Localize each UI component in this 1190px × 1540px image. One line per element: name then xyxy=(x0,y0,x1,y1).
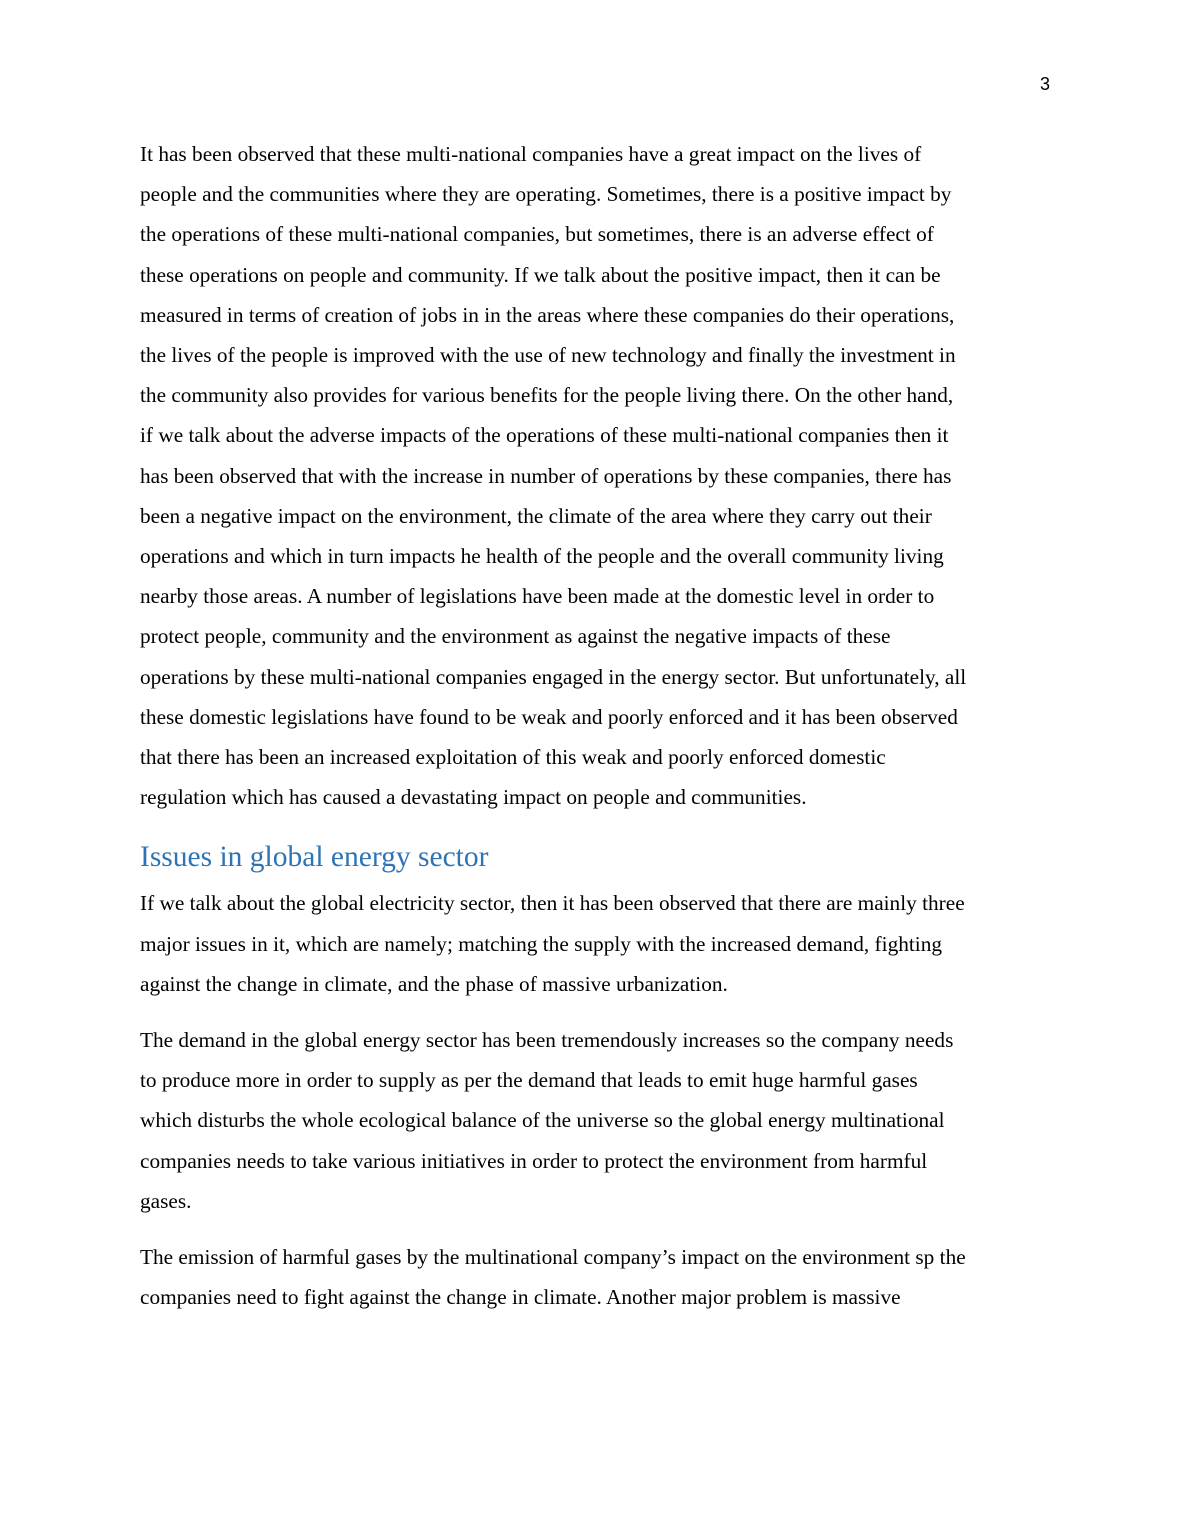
paragraph-line: companies needs to take various initiatives in order to protect the environment from harmful xyxy=(140,1148,928,1173)
paragraph-line: operations by these multi-national companies engaged in the energy sector. But unfortunately, all xyxy=(140,664,967,689)
paragraph-issues xyxy=(140,883,1052,1004)
paragraph-line: has been observed that with the increase in number of operations by these companies, there has xyxy=(140,463,952,488)
paragraph-line: if we talk about the adverse impacts of the operations of these multi-national companies then it xyxy=(140,423,949,448)
paragraph-emission xyxy=(140,1237,1052,1317)
paragraph-line: nearby those areas. A number of legislations have been made at the domestic level in order to xyxy=(140,584,935,609)
paragraph-line: which disturbs the whole ecological balance of the universe so the global energy multinational xyxy=(140,1108,945,1133)
paragraph-line: against the change in climate, and the phase of massive urbanization. xyxy=(140,971,728,996)
paragraph-demand xyxy=(140,1020,1052,1221)
paragraph-line: The emission of harmful gases by the multinational company’s impact on the environment sp the xyxy=(140,1245,966,1270)
paragraph-intro xyxy=(140,134,1052,817)
paragraph-line: protect people, community and the environment as against the negative impacts of these xyxy=(140,624,891,649)
paragraph-line: regulation which has caused a devastating impact on people and communities. xyxy=(140,785,807,810)
paragraph-line: that there has been an increased exploitation of this weak and poorly enforced domestic xyxy=(140,745,886,770)
paragraph-line: measured in terms of creation of jobs in in the areas where these companies do their operations, xyxy=(140,302,955,327)
paragraph-line: operations and which in turn impacts he health of the people and the overall community living xyxy=(140,544,944,569)
paragraph-line: companies need to fight against the change in climate. Another major problem is massive xyxy=(140,1285,901,1310)
paragraph-line: The demand in the global energy sector has been tremendously increases so the company needs xyxy=(140,1028,954,1053)
paragraph-line: It has been observed that these multi-national companies have a great impact on the lives of xyxy=(140,142,922,166)
paragraph-line: these operations on people and community. If we talk about the positive impact, then it can be xyxy=(140,262,941,287)
paragraph-line: gases. xyxy=(140,1188,192,1213)
paragraph-line: major issues in it, which are namely; matching the supply with the increased demand, fighting xyxy=(140,931,942,956)
page-number: 3 xyxy=(1039,74,1050,94)
paragraph-line: been a negative impact on the environment, the climate of the area where they carry out their xyxy=(140,503,932,528)
section-heading: Issues in global energy sector xyxy=(140,841,489,874)
paragraph-line: the community also provides for various benefits for the people living there. On the other hand, xyxy=(140,383,954,408)
paragraph-line: people and the communities where they are operating. Sometimes, there is a positive impact by xyxy=(140,182,952,207)
paragraph-line: to produce more in order to supply as per the demand that leads to emit huge harmful gases xyxy=(140,1068,918,1093)
paragraph-line: the lives of the people is improved with the use of new technology and finally the investment in xyxy=(140,343,956,368)
paragraph-line: If we talk about the global electricity sector, then it has been observed that there are mainly three xyxy=(140,891,965,916)
document-body xyxy=(140,134,1052,1317)
paragraph-line: the operations of these multi-national companies, but sometimes, there is an adverse effect of xyxy=(140,222,934,247)
paragraph-line: these domestic legislations have found to be weak and poorly enforced and it has been observed xyxy=(140,704,958,729)
